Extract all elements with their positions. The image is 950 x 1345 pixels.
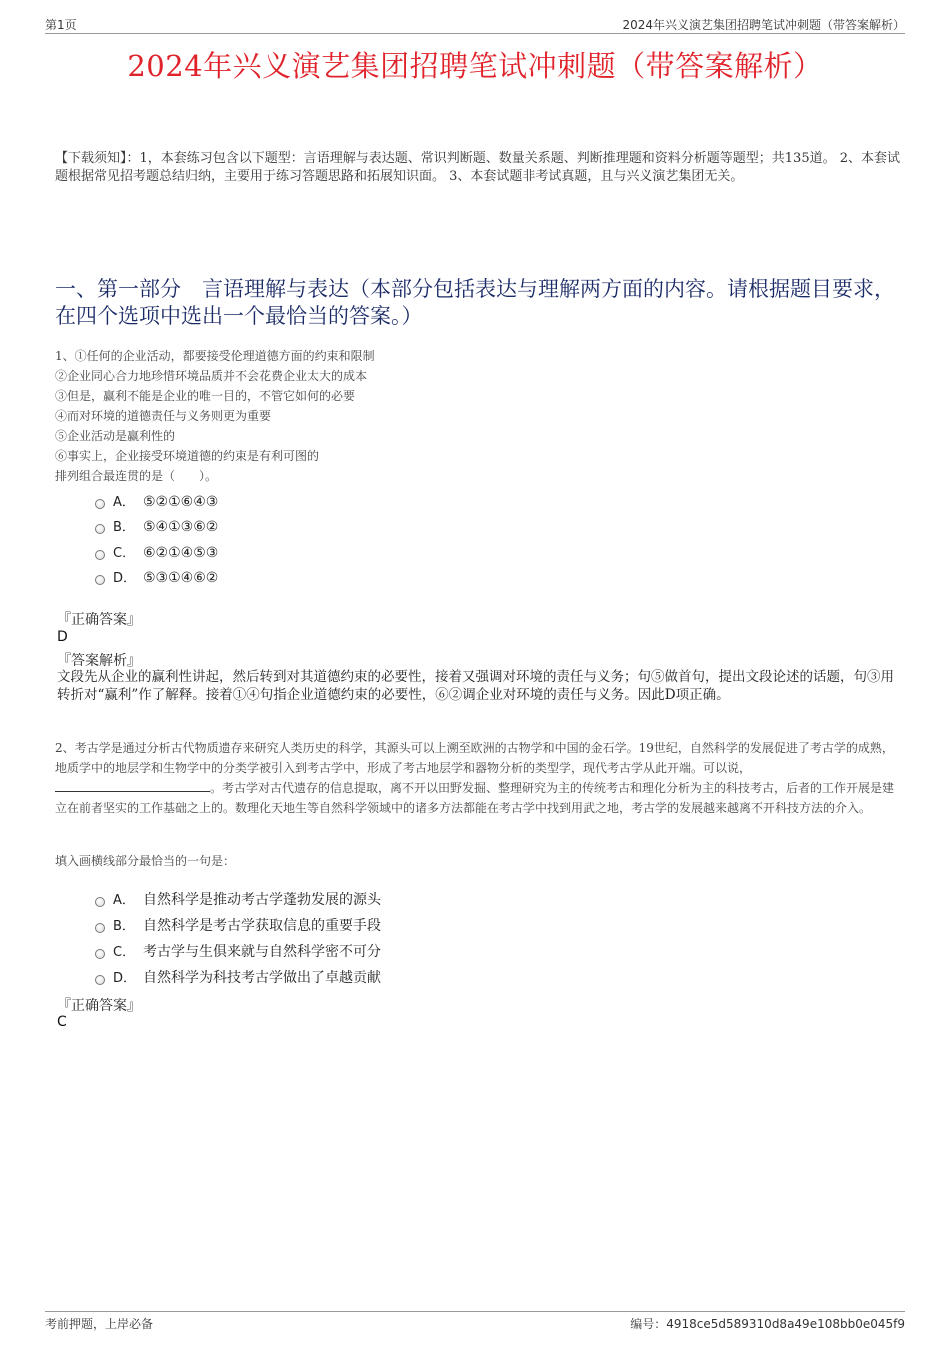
radio-button-icon[interactable] xyxy=(95,897,105,907)
option-text: ⑥②①④⑤③ xyxy=(143,545,219,561)
radio-button-icon[interactable] xyxy=(95,575,105,585)
q1-explanation-heading: 『答案解析』 xyxy=(57,653,141,669)
question-line: 1、①任何的企业活动，都要接受伦理道德方面的约束和限制 xyxy=(55,349,375,363)
q1-explanation: 文段先从企业的赢利性讲起，然后转到对其道德约束的必要性，接着又强调对环境的责任与义务；句⑤做首句，提出文段论述的话题，句③用转折对“赢利”作了解释。接着①④句指企业道德约束的必要性，⑥②调企业对环境的责任与义务。因此D项正确。 xyxy=(57,669,894,703)
question-line: ③但是，赢利不能是企业的唯一目的，不管它如何的必要 xyxy=(55,389,356,403)
footer-divider xyxy=(45,1311,905,1312)
option-label: A． xyxy=(113,495,135,510)
download-notice: 【下载须知】：1，本套练习包含以下题型：言语理解与表达题、常识判断题、数量关系题、判断推理题和资料分析题等题型；共135道。 2、本套试题根据常见招考题总结归纳，主要用于练习答题思路和拓展知识面。 3、本套试题非考试真题，且与兴义演艺集团无关。 xyxy=(55,151,900,184)
question-2-text-b: 。考古学对古代遗存的信息提取，离不开以田野发掘、整理研究为主的传统考古和理化分析为主的科技考古，后者的工作开展是建立在前者坚实的工作基础之上的。数理化天地生等自然科学领域中的诸多方法都能在考古学中找到用武之地，考古学的发展越来越离不开科技方法的介入。 xyxy=(55,781,895,815)
option-text: 自然科学是考古学获取信息的重要手段 xyxy=(143,918,381,934)
page-title: 2024年兴义演艺集团招聘笔试冲刺题（带答案解析） xyxy=(127,49,823,83)
option-label: C． xyxy=(113,546,136,561)
q1-option-b[interactable] xyxy=(95,516,218,536)
option-label: D． xyxy=(113,971,137,986)
q1-option-d[interactable] xyxy=(95,567,218,587)
option-text: 考古学与生俱来就与自然科学密不可分 xyxy=(143,944,381,960)
header-divider xyxy=(45,33,905,34)
q2-option-c[interactable] xyxy=(95,941,381,961)
q2-option-b[interactable] xyxy=(95,915,381,935)
q1-option-c[interactable] xyxy=(95,542,218,562)
question-line: ⑥事实上，企业接受环境道德的约束是有利可图的 xyxy=(55,449,320,463)
option-text: ⑤③①④⑥② xyxy=(143,570,219,586)
question-2-text-a: 2、考古学是通过分析古代物质遗存来研究人类历史的科学，其源头可以上溯至欧洲的古物学和中国的金石学。19世纪，自然科学的发展促进了考古学的成熟，地质学中的地层学和生物学中的分类学被引入到考古学中，形成了考古地层学和器物分析的类型学，现代考古学从此开端。可以说， xyxy=(55,741,894,775)
q2-option-a[interactable] xyxy=(95,889,381,909)
footer-doc-id: 编号：4918ce5d589310d8a49e108bb0e045f9 xyxy=(630,1317,905,1331)
option-text: 自然科学是推动考古学蓬勃发展的源头 xyxy=(143,892,381,908)
q1-answer-value: D xyxy=(57,629,68,645)
question-line: 排列组合最连贯的是（ ）。 xyxy=(55,469,218,483)
q2-answer-value: C xyxy=(57,1014,67,1030)
option-label: A． xyxy=(113,893,135,908)
option-label: B． xyxy=(113,520,135,535)
question-line: ④而对环境的道德责任与义务则更为重要 xyxy=(55,409,272,423)
header-doc-title: 2024年兴义演艺集团招聘笔试冲刺题（带答案解析） xyxy=(622,18,905,32)
radio-button-icon[interactable] xyxy=(95,499,105,509)
radio-button-icon[interactable] xyxy=(95,550,105,560)
radio-button-icon[interactable] xyxy=(95,524,105,534)
question-line: ②企业同心合力地珍惜环境品质并不会花费企业太大的成本 xyxy=(55,369,368,383)
q2-option-d[interactable] xyxy=(95,967,381,987)
question-line: ⑤企业活动是赢利性的 xyxy=(55,429,176,443)
radio-button-icon[interactable] xyxy=(95,923,105,933)
section-heading: 一、第一部分 言语理解与表达（本部分包括表达与理解两方面的内容。请根据题目要求，在四个选项中选出一个最恰当的答案。） xyxy=(55,277,895,328)
option-label: C． xyxy=(113,945,136,960)
footer-slogan: 考前押题，上岸必备 xyxy=(45,1317,154,1331)
q1-answer-heading: 『正确答案』 xyxy=(57,612,141,628)
fill-in-blank xyxy=(55,779,210,792)
option-text: 自然科学为科技考古学做出了卓越贡献 xyxy=(143,970,381,986)
option-label: B． xyxy=(113,919,135,934)
question-1-stem xyxy=(55,346,815,486)
option-text: ⑤④①③⑥② xyxy=(143,519,219,535)
option-label: D． xyxy=(113,571,137,586)
q2-answer-heading: 『正确答案』 xyxy=(57,998,141,1014)
radio-button-icon[interactable] xyxy=(95,975,105,985)
q1-option-a[interactable] xyxy=(95,491,218,511)
question-2-stem xyxy=(55,738,897,818)
page-number: 第1页 xyxy=(45,18,77,32)
radio-button-icon[interactable] xyxy=(95,949,105,959)
option-text: ⑤②①⑥④③ xyxy=(143,494,219,510)
question-2-prompt: 填入画横线部分最恰当的一句是： xyxy=(55,854,236,868)
